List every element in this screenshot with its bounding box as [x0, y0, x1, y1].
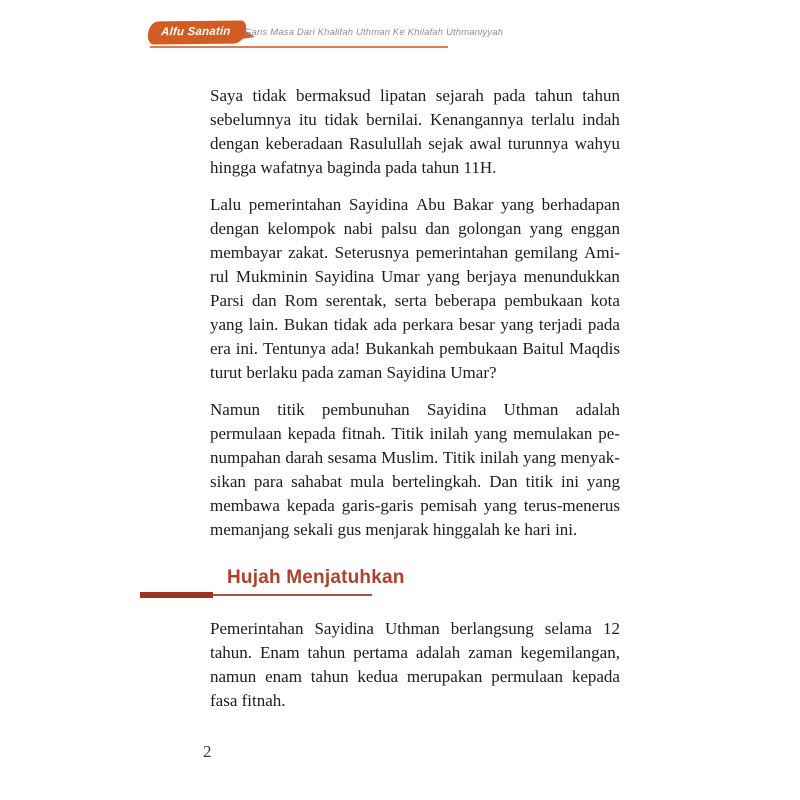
- text-line: fasa fitnah.: [210, 691, 286, 710]
- text-line: sebelumnya itu tidak bernilai. Kenangannya terlalu indah: [210, 110, 620, 129]
- text-line: Parsi dan Rom serentak, serta beberapa pembukaan kota: [210, 291, 620, 310]
- text-line: memanjang sekali gus menjarak hinggalah ke hari ini.: [210, 520, 578, 539]
- section-heading-rule: [140, 592, 372, 599]
- section-heading: Hujah Menjatuhkan: [227, 567, 405, 588]
- text-line: membayar zakat. Seterusnya pemerintahan gemilang Ami-: [210, 243, 620, 262]
- text-line: namun enam tahun kedua merupakan permulaan kepada: [210, 667, 620, 686]
- text-line: numpahan darah sesama Muslim. Titik inilah yang menyak-: [210, 448, 620, 467]
- section-heading-block: [210, 566, 620, 599]
- text-line: dengan keberadaan Rasulullah sejak awal turunnya wahyu: [210, 134, 620, 153]
- running-header-title: Garis Masa Dari Khalifah Uthman Ke Khilafah Uthmaniyyah: [244, 27, 504, 38]
- text-line: membawa kepada garis-garis pemisah yang terus-menerus: [210, 496, 620, 515]
- text-line: Pemerintahan Sayidina Uthman berlangsung selama 12: [210, 619, 620, 638]
- paragraph: [210, 398, 620, 542]
- paragraph-group-bottom: [210, 617, 620, 713]
- section-heading-bar: [140, 592, 213, 598]
- text-line: tahun. Enam tahun pertama adalah zaman kegemilangan,: [210, 643, 620, 662]
- brand-badge-label: Alfu Sanatin: [160, 25, 231, 39]
- paragraph: [210, 193, 620, 385]
- page-content: [210, 84, 620, 713]
- text-line: permulaan kepada fitnah. Titik inilah yang memulakan pe-: [210, 424, 620, 443]
- header-rule: [150, 46, 448, 48]
- page-header: [148, 21, 504, 48]
- text-line: era ini. Tentunya ada! Bukankah pembukaan Baitul Maqdis: [210, 339, 620, 358]
- text-line: dengan kelompok nabi palsu dan golongan yang enggan: [210, 219, 620, 238]
- text-line: Namun titik pembunuhan Sayidina Uthman adalah: [210, 400, 620, 419]
- section-heading-line: [213, 594, 372, 596]
- brand-badge: [147, 20, 246, 44]
- text-line: rul Mukminin Sayidina Umar yang berjaya menundukkan: [210, 267, 620, 286]
- text-line: Lalu pemerintahan Sayidina Abu Bakar yang berhadapan: [210, 195, 620, 214]
- paragraph-group-top: [210, 84, 620, 542]
- text-line: Saya tidak bermaksud lipatan sejarah pada tahun tahun: [210, 86, 620, 105]
- page-number: 2: [203, 742, 212, 761]
- text-line: sikan para sahabat mula bertelingkah. Dan titik ini yang: [210, 472, 620, 491]
- text-line: turut berlaku pada zaman Sayidina Umar?: [210, 363, 497, 382]
- paragraph: [210, 84, 620, 180]
- text-line: yang lain. Bukan tidak ada perkara besar yang terjadi pada: [210, 315, 620, 334]
- paragraph: [210, 617, 620, 713]
- text-line: hingga wafatnya baginda pada tahun 11H.: [210, 158, 497, 177]
